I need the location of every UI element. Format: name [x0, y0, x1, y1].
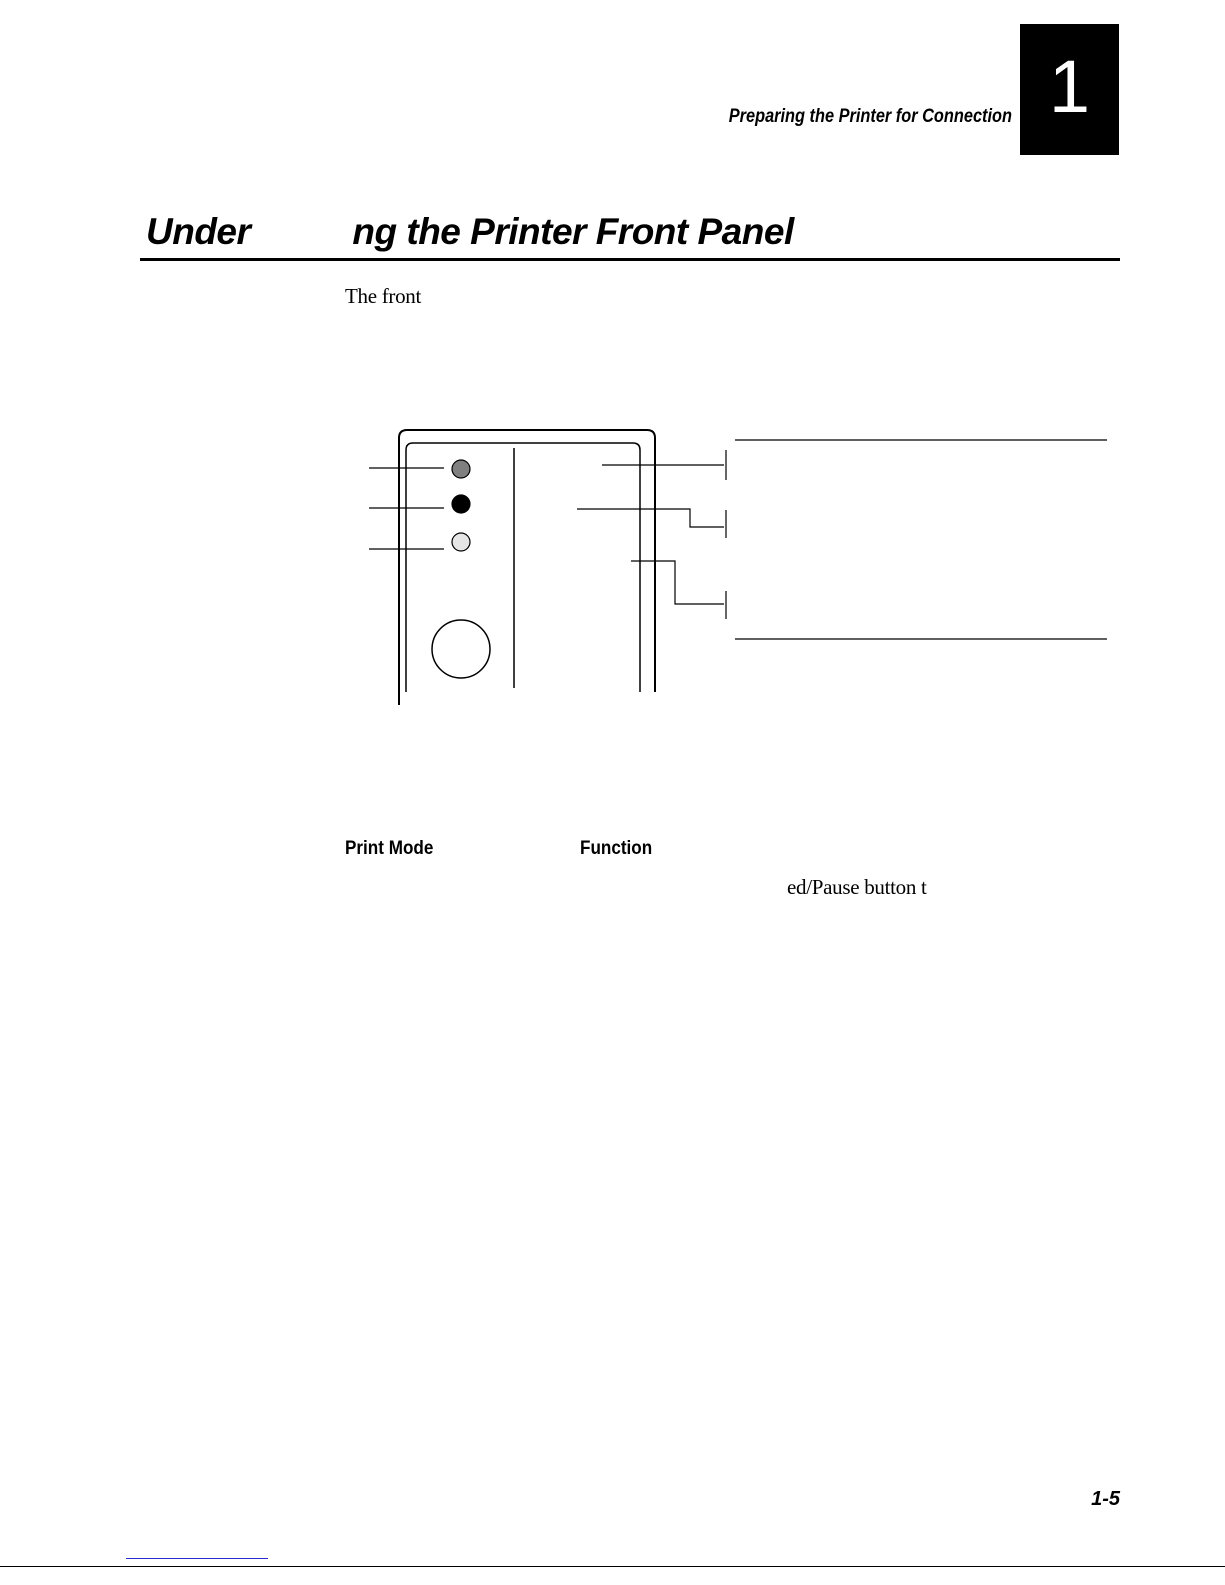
page-number: 1-5 [1091, 1488, 1120, 1510]
table-row-text: ed/Pause button t [787, 875, 927, 899]
leader-line-right-3 [631, 561, 724, 604]
printer-front-panel-diagram [360, 420, 1120, 710]
link-underline [126, 1558, 268, 1559]
indicator-light-middle [452, 495, 470, 513]
column-header-function: Function [580, 838, 653, 859]
column-header-print-mode: Print Mode [345, 838, 434, 859]
section-heading-right: ng the Printer Front Panel [352, 211, 794, 252]
running-header-title: Preparing the Printer for Connection [728, 106, 1012, 127]
chapter-number: 1 [1048, 45, 1091, 128]
heading-rule [140, 258, 1120, 261]
page-bottom-rule [0, 1566, 1225, 1567]
indicator-light-bottom [452, 533, 470, 551]
feed-pause-button [432, 620, 490, 678]
indicator-light-top [452, 460, 470, 478]
section-heading [146, 211, 794, 253]
leader-line-right-2 [577, 509, 724, 527]
section-heading-left: Under [146, 211, 251, 252]
chapter-tab [1020, 24, 1119, 155]
intro-text: The front [345, 284, 422, 308]
